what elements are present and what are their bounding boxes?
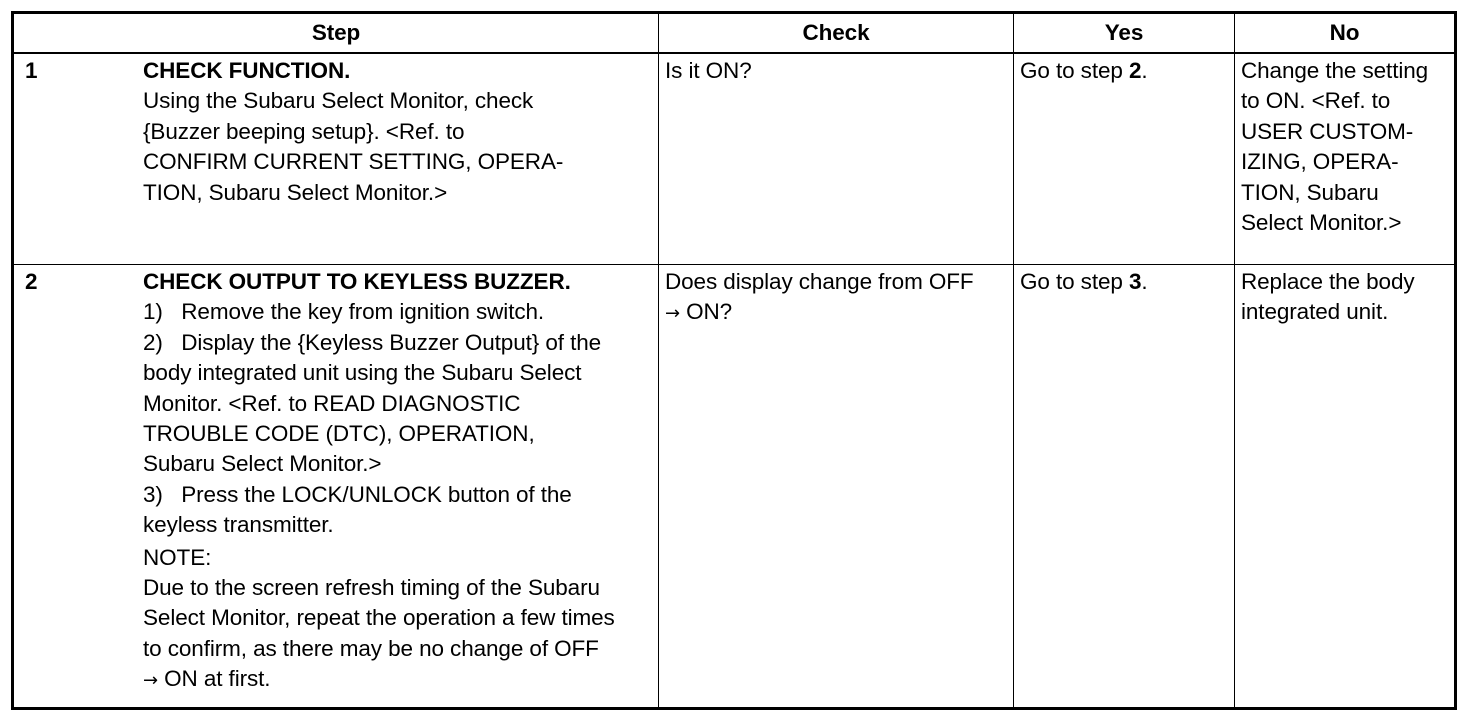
step-title: CHECK OUTPUT TO KEYLESS BUZZER. [143,268,571,294]
note-text-line: Select Monitor, repeat the operation a few times [143,605,615,631]
note-text-line: to confirm, as there may be no change of OFF [143,635,599,661]
right-arrow-icon: → [665,303,680,325]
table-row [13,53,1456,264]
step-number: 1 [25,58,38,83]
no-cell [1235,264,1456,708]
check-text-line [665,297,1007,329]
step-text-line: body integrated unit using the Subaru Select [143,360,582,386]
yes-suffix: . [1141,268,1148,294]
check-text: Is it ON? [665,58,752,83]
step-text-line: 2) Display the {Keyless Buzzer Output} of the [143,329,602,355]
yes-prefix: Go to step [1020,268,1129,294]
note-label: NOTE: [143,544,212,570]
yes-step-number: 2 [1128,58,1142,83]
check-cell [659,264,1014,708]
step-title: CHECK FUNCTION. [143,58,351,83]
step-text-line: TION, Subaru Select Monitor.> [143,179,448,205]
header-step: Step [13,13,659,54]
step-cell [13,264,659,708]
step-text-line: {Buzzer beeping setup}. <Ref. to [143,118,465,144]
no-cell [1235,53,1456,264]
yes-step-number: 3 [1128,268,1142,294]
check-line2: ON? [679,299,733,325]
step-text-line: 1) Remove the key from ignition switch. [143,299,545,325]
yes-suffix: . [1141,58,1148,83]
header-no: No [1235,13,1456,54]
no-text-line: USER CUSTOM- [1241,118,1414,144]
diagnostic-table [11,11,1457,710]
header-check: Check [659,13,1014,54]
no-text-line: IZING, OPERA- [1241,149,1399,175]
no-text-line: TION, Subaru [1241,179,1379,205]
check-cell [659,53,1014,264]
table-row [13,264,1456,708]
no-text-line: Select Monitor.> [1241,210,1402,236]
check-text-line: Does display change from OFF [665,268,974,294]
yes-prefix: Go to step [1020,58,1129,83]
no-text-line: Replace the body [1241,268,1415,294]
step-cell [13,53,659,264]
step-text-line: Using the Subaru Select Monitor, check [143,88,534,114]
yes-cell [1014,53,1235,264]
step-text-line: CONFIRM CURRENT SETTING, OPERA- [143,149,564,175]
note-last-text: ON at first. [157,666,271,692]
step-description [143,56,652,208]
note-text-line: Due to the screen refresh timing of the Subaru [143,574,600,600]
header-row [13,13,1456,54]
note-text-line [143,664,650,696]
header-yes: Yes [1014,13,1235,54]
no-text-line: Change the setting [1241,58,1429,83]
step-text-line: TROUBLE CODE (DTC), OPERATION, [143,420,535,446]
step-number: 2 [25,268,38,294]
step-text-line: Monitor. <Ref. to READ DIAGNOSTIC [143,390,521,416]
right-arrow-icon: → [143,670,158,692]
step-text-line: 3) Press the LOCK/UNLOCK button of the [143,481,572,507]
yes-cell [1014,264,1235,708]
step-description [143,267,652,697]
no-text-line: integrated unit. [1241,299,1389,325]
step-text-line: keyless transmitter. [143,512,334,538]
step-text-line: Subaru Select Monitor.> [143,451,382,477]
no-text-line: to ON. <Ref. to [1241,88,1391,114]
